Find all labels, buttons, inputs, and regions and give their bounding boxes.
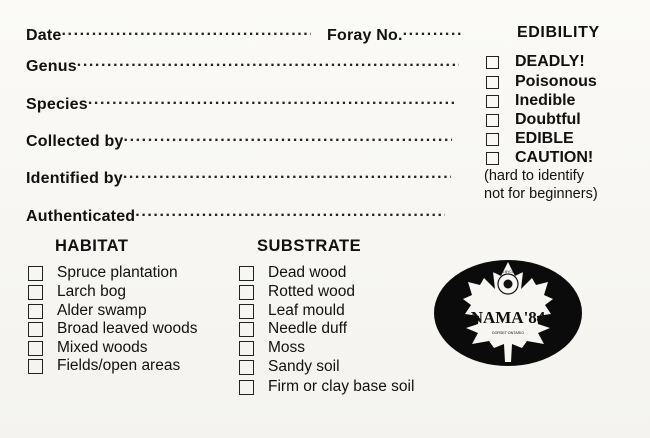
item-label: Broad leaved woods xyxy=(57,320,198,337)
option-label: Inedible xyxy=(515,92,576,109)
checkbox[interactable] xyxy=(239,380,254,395)
item-label: Moss xyxy=(268,339,306,356)
logo-top-text: MUSKOKA MYCOLOGICAL xyxy=(487,270,529,274)
genus-dotted-line[interactable] xyxy=(77,53,459,71)
habitat-item-alder[interactable] xyxy=(28,302,147,320)
substrate-title: SUBSTRATE xyxy=(257,237,362,255)
item-label: Needle duff xyxy=(268,320,347,337)
nama-84-logo xyxy=(432,258,584,368)
foray-no-label: Foray No. xyxy=(327,27,403,44)
substrate-item-clay-soil[interactable] xyxy=(239,378,414,396)
habitat-item-broad-leaved[interactable] xyxy=(28,320,197,338)
identified-by-field xyxy=(26,165,451,188)
item-label: Leaf mould xyxy=(268,302,345,319)
habitat-item-larch[interactable] xyxy=(28,283,126,301)
date-dotted-line[interactable] xyxy=(61,22,311,40)
edibility-option-doubtful[interactable] xyxy=(486,111,581,129)
edibility-option-deadly[interactable] xyxy=(486,53,585,71)
emblem-face-icon xyxy=(504,280,513,289)
date-field xyxy=(26,22,311,45)
habitat-title: HABITAT xyxy=(55,237,129,255)
checkbox[interactable] xyxy=(28,341,43,356)
substrate-item-sandy-soil[interactable] xyxy=(239,358,340,376)
item-label: Rotted wood xyxy=(268,283,356,300)
option-label: Doubtful xyxy=(515,111,581,128)
collected-by-label: Collected by xyxy=(26,133,124,150)
caution-note-line1: (hard to identify xyxy=(484,168,584,184)
habitat-item-spruce[interactable] xyxy=(28,264,178,282)
species-label: Species xyxy=(26,96,88,113)
edibility-option-inedible[interactable] xyxy=(486,92,575,110)
checkbox[interactable] xyxy=(28,304,43,319)
item-label: Larch bog xyxy=(57,283,126,300)
substrate-item-rotted-wood[interactable] xyxy=(239,283,355,301)
edibility-title: EDIBILITY xyxy=(517,24,600,41)
edibility-option-edible[interactable] xyxy=(486,130,574,148)
checkbox[interactable] xyxy=(239,266,254,281)
habitat-item-mixed[interactable] xyxy=(28,339,147,357)
substrate-item-needle-duff[interactable] xyxy=(239,320,347,338)
item-label: Fields/open areas xyxy=(57,357,181,374)
checkbox[interactable] xyxy=(486,114,499,127)
genus-label: Genus xyxy=(26,58,77,75)
substrate-item-leaf-mould[interactable] xyxy=(239,302,345,320)
item-label: Mixed woods xyxy=(57,339,148,356)
item-label: Alder swamp xyxy=(57,302,147,319)
checkbox[interactable] xyxy=(486,152,499,165)
item-label: Firm or clay base soil xyxy=(268,378,415,395)
checkbox[interactable] xyxy=(239,322,254,337)
edibility-option-poisonous[interactable] xyxy=(486,73,597,91)
logo-location: DORSET ONTARIO xyxy=(491,331,525,335)
authenticated-field xyxy=(26,203,445,226)
authenticated-dotted-line[interactable] xyxy=(135,203,445,221)
checkbox[interactable] xyxy=(28,285,43,300)
checkbox[interactable] xyxy=(486,95,499,108)
checkbox[interactable] xyxy=(486,56,499,69)
option-label: EDIBLE xyxy=(515,130,574,147)
option-label: Poisonous xyxy=(515,73,597,90)
checkbox[interactable] xyxy=(28,322,43,337)
item-label: Sandy soil xyxy=(268,358,340,375)
checkbox[interactable] xyxy=(239,360,254,375)
checkbox[interactable] xyxy=(28,359,43,374)
checkbox[interactable] xyxy=(239,285,254,300)
species-field xyxy=(26,91,455,114)
date-label: Date xyxy=(26,27,62,44)
substrate-item-dead-wood[interactable] xyxy=(239,264,346,282)
identified-by-label: Identified by xyxy=(26,170,123,187)
logo-title: NAMA'84 xyxy=(470,308,546,327)
checkbox[interactable] xyxy=(28,266,43,281)
substrate-item-moss[interactable] xyxy=(239,339,305,357)
authenticated-label: Authenticated xyxy=(26,208,136,225)
item-label: Spruce plantation xyxy=(57,264,178,281)
foray-no-dotted-line[interactable] xyxy=(403,22,463,40)
option-label: DEADLY! xyxy=(515,53,585,70)
species-dotted-line[interactable] xyxy=(88,91,455,109)
checkbox[interactable] xyxy=(486,133,499,146)
caution-note-line2: not for beginners) xyxy=(484,186,598,202)
collected-by-dotted-line[interactable] xyxy=(124,128,452,146)
edibility-option-caution[interactable] xyxy=(486,149,593,167)
checkbox[interactable] xyxy=(486,76,499,89)
item-label: Dead wood xyxy=(268,264,347,281)
identified-by-dotted-line[interactable] xyxy=(123,165,451,183)
collected-by-field xyxy=(26,128,452,151)
habitat-item-fields[interactable] xyxy=(28,357,180,375)
genus-field xyxy=(26,53,459,76)
option-label: CAUTION! xyxy=(515,149,594,166)
foray-no-field xyxy=(327,22,463,45)
checkbox[interactable] xyxy=(239,341,254,356)
checkbox[interactable] xyxy=(239,304,254,319)
